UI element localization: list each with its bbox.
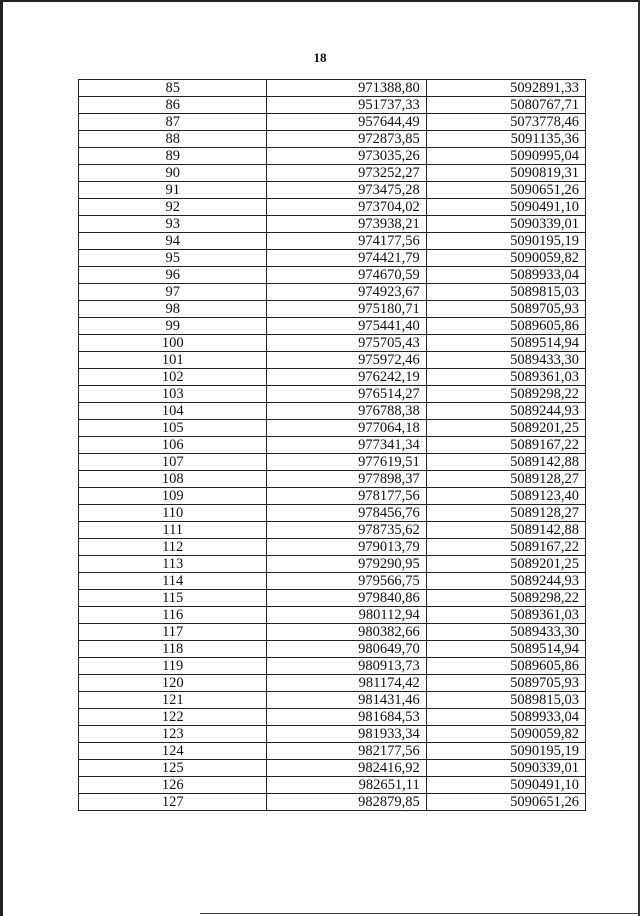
table-row	[79, 369, 586, 386]
table-row	[79, 488, 586, 505]
x-coordinate-cell: 980913,73	[267, 658, 426, 675]
y-coordinate-cell: 5089201,25	[426, 556, 585, 573]
table-row	[79, 760, 586, 777]
y-coordinate-cell: 5089201,25	[426, 420, 585, 437]
y-coordinate-cell: 5090651,26	[426, 182, 585, 199]
y-coordinate-cell: 5090995,04	[426, 148, 585, 165]
y-coordinate-cell: 5092891,33	[426, 80, 585, 97]
y-coordinate-cell: 5089433,30	[426, 352, 585, 369]
scan-border-top	[0, 0, 640, 2]
x-coordinate-cell: 975972,46	[267, 352, 426, 369]
y-coordinate-cell: 5090195,19	[426, 233, 585, 250]
x-coordinate-cell: 978177,56	[267, 488, 426, 505]
table-row	[79, 131, 586, 148]
table-row	[79, 675, 586, 692]
point-number-cell: 109	[79, 488, 267, 505]
table-row	[79, 794, 586, 811]
point-number-cell: 96	[79, 267, 267, 284]
y-coordinate-cell: 5090491,10	[426, 777, 585, 794]
x-coordinate-cell: 977619,51	[267, 454, 426, 471]
x-coordinate-cell: 975180,71	[267, 301, 426, 318]
point-number-cell: 101	[79, 352, 267, 369]
table-row	[79, 726, 586, 743]
x-coordinate-cell: 973938,21	[267, 216, 426, 233]
point-number-cell: 106	[79, 437, 267, 454]
x-coordinate-cell: 975705,43	[267, 335, 426, 352]
y-coordinate-cell: 5089361,03	[426, 607, 585, 624]
y-coordinate-cell: 5089167,22	[426, 539, 585, 556]
table-row	[79, 539, 586, 556]
x-coordinate-cell: 951737,33	[267, 97, 426, 114]
table-row	[79, 454, 586, 471]
table-row	[79, 573, 586, 590]
page-number: 18	[313, 50, 327, 65]
point-number-cell: 103	[79, 386, 267, 403]
point-number-cell: 126	[79, 777, 267, 794]
x-coordinate-cell: 982177,56	[267, 743, 426, 760]
y-coordinate-cell: 5089167,22	[426, 437, 585, 454]
x-coordinate-cell: 977898,37	[267, 471, 426, 488]
table-row	[79, 777, 586, 794]
y-coordinate-cell: 5089244,93	[426, 573, 585, 590]
point-number-cell: 86	[79, 97, 267, 114]
y-coordinate-cell: 5090819,31	[426, 165, 585, 182]
x-coordinate-cell: 980112,94	[267, 607, 426, 624]
point-number-cell: 88	[79, 131, 267, 148]
x-coordinate-cell: 982416,92	[267, 760, 426, 777]
table-row	[79, 692, 586, 709]
table-row	[79, 233, 586, 250]
coordinates-table	[78, 79, 586, 811]
point-number-cell: 89	[79, 148, 267, 165]
table-row	[79, 80, 586, 97]
y-coordinate-cell: 5089128,27	[426, 505, 585, 522]
point-number-cell: 105	[79, 420, 267, 437]
table-row	[79, 522, 586, 539]
x-coordinate-cell: 979840,86	[267, 590, 426, 607]
y-coordinate-cell: 5089128,27	[426, 471, 585, 488]
y-coordinate-cell: 5089514,94	[426, 641, 585, 658]
table-row	[79, 386, 586, 403]
table-row	[79, 743, 586, 760]
x-coordinate-cell: 977341,34	[267, 437, 426, 454]
x-coordinate-cell: 977064,18	[267, 420, 426, 437]
point-number-cell: 87	[79, 114, 267, 131]
point-number-cell: 85	[79, 80, 267, 97]
point-number-cell: 108	[79, 471, 267, 488]
y-coordinate-cell: 5090195,19	[426, 743, 585, 760]
table-row	[79, 590, 586, 607]
table-row	[79, 148, 586, 165]
x-coordinate-cell: 957644,49	[267, 114, 426, 131]
x-coordinate-cell: 975441,40	[267, 318, 426, 335]
point-number-cell: 123	[79, 726, 267, 743]
table-row	[79, 437, 586, 454]
y-coordinate-cell: 5089298,22	[426, 590, 585, 607]
y-coordinate-cell: 5089514,94	[426, 335, 585, 352]
table-row	[79, 318, 586, 335]
y-coordinate-cell: 5073778,46	[426, 114, 585, 131]
table-row	[79, 301, 586, 318]
point-number-cell: 95	[79, 250, 267, 267]
y-coordinate-cell: 5090059,82	[426, 726, 585, 743]
table-row	[79, 216, 586, 233]
x-coordinate-cell: 974421,79	[267, 250, 426, 267]
y-coordinate-cell: 5089605,86	[426, 318, 585, 335]
y-coordinate-cell: 5089142,88	[426, 454, 585, 471]
table-row	[79, 114, 586, 131]
x-coordinate-cell: 974670,59	[267, 267, 426, 284]
x-coordinate-cell: 973475,28	[267, 182, 426, 199]
y-coordinate-cell: 5089142,88	[426, 522, 585, 539]
x-coordinate-cell: 976514,27	[267, 386, 426, 403]
point-number-cell: 124	[79, 743, 267, 760]
point-number-cell: 102	[79, 369, 267, 386]
y-coordinate-cell: 5089933,04	[426, 267, 585, 284]
table-row	[79, 284, 586, 301]
table-row	[79, 199, 586, 216]
x-coordinate-cell: 978735,62	[267, 522, 426, 539]
point-number-cell: 100	[79, 335, 267, 352]
y-coordinate-cell: 5080767,71	[426, 97, 585, 114]
point-number-cell: 122	[79, 709, 267, 726]
point-number-cell: 111	[79, 522, 267, 539]
coordinates-table-body	[79, 80, 586, 811]
table-row	[79, 182, 586, 199]
point-number-cell: 113	[79, 556, 267, 573]
point-number-cell: 92	[79, 199, 267, 216]
x-coordinate-cell: 981933,34	[267, 726, 426, 743]
y-coordinate-cell: 5090339,01	[426, 760, 585, 777]
x-coordinate-cell: 978456,76	[267, 505, 426, 522]
y-coordinate-cell: 5090059,82	[426, 250, 585, 267]
x-coordinate-cell: 979290,95	[267, 556, 426, 573]
y-coordinate-cell: 5089815,03	[426, 692, 585, 709]
table-row	[79, 556, 586, 573]
table-row	[79, 607, 586, 624]
x-coordinate-cell: 976788,38	[267, 403, 426, 420]
y-coordinate-cell: 5089244,93	[426, 403, 585, 420]
table-row	[79, 709, 586, 726]
x-coordinate-cell: 973252,27	[267, 165, 426, 182]
point-number-cell: 116	[79, 607, 267, 624]
table-row	[79, 624, 586, 641]
table-row	[79, 97, 586, 114]
x-coordinate-cell: 973704,02	[267, 199, 426, 216]
table-row	[79, 471, 586, 488]
x-coordinate-cell: 976242,19	[267, 369, 426, 386]
table-row	[79, 335, 586, 352]
x-coordinate-cell: 979566,75	[267, 573, 426, 590]
y-coordinate-cell: 5089123,40	[426, 488, 585, 505]
y-coordinate-cell: 5089605,86	[426, 658, 585, 675]
table-row	[79, 267, 586, 284]
point-number-cell: 90	[79, 165, 267, 182]
point-number-cell: 112	[79, 539, 267, 556]
point-number-cell: 91	[79, 182, 267, 199]
x-coordinate-cell: 981174,42	[267, 675, 426, 692]
point-number-cell: 93	[79, 216, 267, 233]
scan-border-left	[0, 0, 3, 916]
point-number-cell: 107	[79, 454, 267, 471]
table-row	[79, 250, 586, 267]
table-row	[79, 505, 586, 522]
y-coordinate-cell: 5089705,93	[426, 675, 585, 692]
x-coordinate-cell: 980649,70	[267, 641, 426, 658]
point-number-cell: 99	[79, 318, 267, 335]
point-number-cell: 94	[79, 233, 267, 250]
point-number-cell: 125	[79, 760, 267, 777]
y-coordinate-cell: 5089433,30	[426, 624, 585, 641]
x-coordinate-cell: 974923,67	[267, 284, 426, 301]
point-number-cell: 114	[79, 573, 267, 590]
table-row	[79, 403, 586, 420]
point-number-cell: 104	[79, 403, 267, 420]
x-coordinate-cell: 981431,46	[267, 692, 426, 709]
y-coordinate-cell: 5089361,03	[426, 369, 585, 386]
point-number-cell: 97	[79, 284, 267, 301]
table-row	[79, 352, 586, 369]
point-number-cell: 127	[79, 794, 267, 811]
x-coordinate-cell: 979013,79	[267, 539, 426, 556]
x-coordinate-cell: 971388,80	[267, 80, 426, 97]
y-coordinate-cell: 5089298,22	[426, 386, 585, 403]
y-coordinate-cell: 5089933,04	[426, 709, 585, 726]
table-row	[79, 658, 586, 675]
point-number-cell: 110	[79, 505, 267, 522]
x-coordinate-cell: 974177,56	[267, 233, 426, 250]
point-number-cell: 115	[79, 590, 267, 607]
y-coordinate-cell: 5090339,01	[426, 216, 585, 233]
y-coordinate-cell: 5089815,03	[426, 284, 585, 301]
x-coordinate-cell: 972873,85	[267, 131, 426, 148]
x-coordinate-cell: 981684,53	[267, 709, 426, 726]
x-coordinate-cell: 982651,11	[267, 777, 426, 794]
point-number-cell: 98	[79, 301, 267, 318]
table-row	[79, 165, 586, 182]
x-coordinate-cell: 973035,26	[267, 148, 426, 165]
point-number-cell: 119	[79, 658, 267, 675]
table-row	[79, 641, 586, 658]
point-number-cell: 120	[79, 675, 267, 692]
point-number-cell: 117	[79, 624, 267, 641]
point-number-cell: 118	[79, 641, 267, 658]
table-row	[79, 420, 586, 437]
x-coordinate-cell: 982879,85	[267, 794, 426, 811]
y-coordinate-cell: 5091135,36	[426, 131, 585, 148]
y-coordinate-cell: 5090651,26	[426, 794, 585, 811]
point-number-cell: 121	[79, 692, 267, 709]
y-coordinate-cell: 5089705,93	[426, 301, 585, 318]
scan-border-bottom	[200, 913, 640, 914]
x-coordinate-cell: 980382,66	[267, 624, 426, 641]
y-coordinate-cell: 5090491,10	[426, 199, 585, 216]
